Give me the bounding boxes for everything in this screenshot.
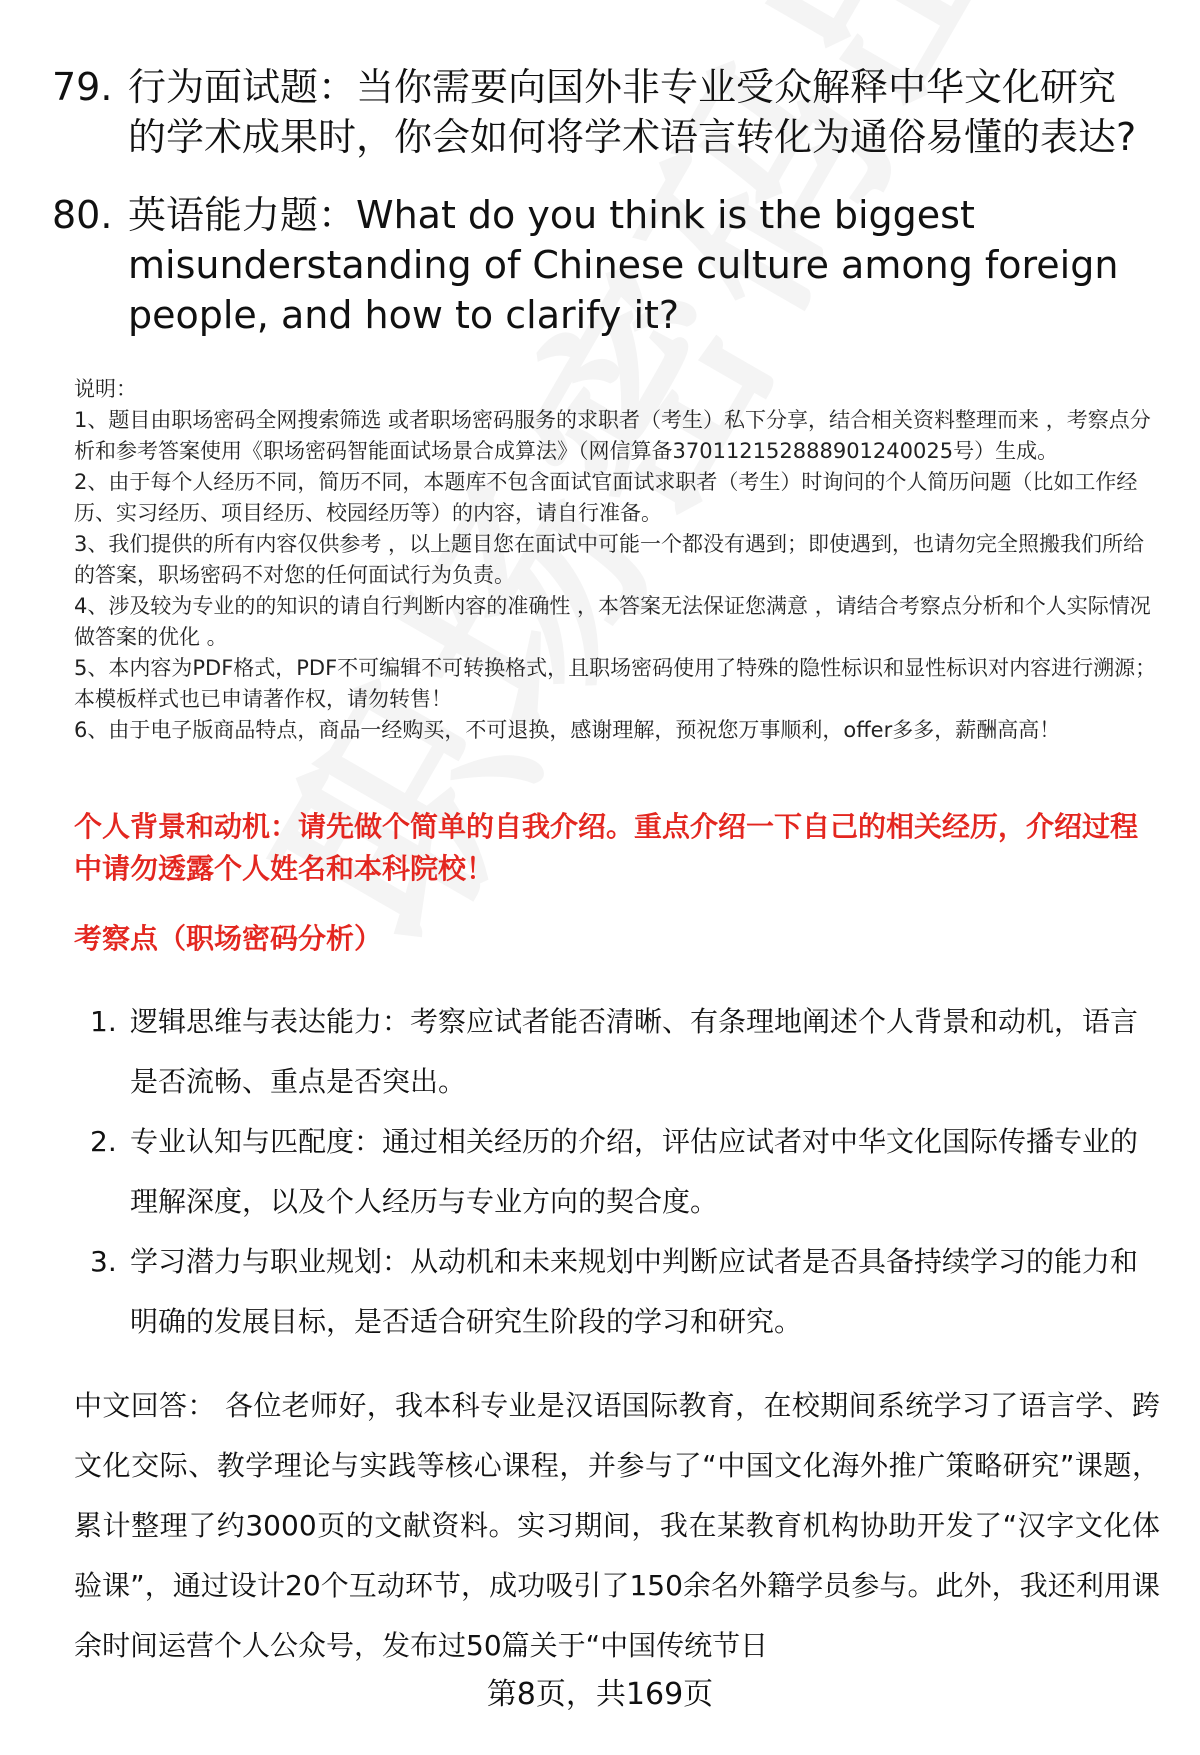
question-number: 79. (52, 65, 113, 109)
note-item: 6、由于电子版商品特点，商品一经购买，不可退换，感谢理解，预祝您万事顺利，offer多多，薪酬高高！ (74, 718, 1061, 742)
question-79 (52, 62, 1152, 162)
note-item: 2、由于每个人经历不同，简历不同，本题库不包含面试官面试求职者（考生）时询问的个人简历问题（比如工作经历、实习经历、项目经历、校园经历等）的内容，请自行准备。 (74, 470, 1138, 525)
note-item: 4、涉及较为专业的的知识的请自行判断内容的准确性 ，本答案无法保证您满意 ，请结合考察点分析和个人实际情况做答案的优化 。 (74, 594, 1151, 649)
chinese-answer: 中文回答： 各位老师好，我本科专业是汉语国际教育，在校期间系统学习了语言学、跨文化交际、教学理论与实践等核心课程，并参与了“中国文化海外推广策略研究”课题，累计整理了约3000页的文献资料。实习期间，我在某教育机构协助开发了“汉字文化体验课”，通过设计20个互动环节，成功吸引了150余名外籍学员参与。此外，我还利用课余时间运营个人公众号，发布过50篇关于“中国传统节日 (74, 1389, 1160, 1662)
point-number: 1. (90, 1005, 117, 1038)
point-text: 学习潜力与职业规划：从动机和未来规划中判断应试者是否具备持续学习的能力和明确的发展目标，是否适合研究生阶段的学习和研究。 (130, 1245, 1139, 1338)
analysis-heading: 考察点（职场密码分析） (74, 922, 383, 955)
question-80 (52, 190, 1152, 340)
note-item: 3、我们提供的所有内容仅供参考 ，以上题目您在面试中可能一个都没有遇到；即使遇到，也请勿完全照搬我们所给的答案，职场密码不对您的任何面试行为负责。 (74, 532, 1145, 587)
analysis-point (74, 992, 1154, 1112)
note-item: 1、题目由职场密码全网搜索筛选 或者职场密码服务的求职者（考生）私下分享，结合相关资料整理而来 ，考察点分析和参考答案使用《职场密码智能面试场景合成算法》（网信算备370112152888901240025号）生成。 (74, 408, 1151, 463)
point-number: 3. (90, 1245, 117, 1278)
analysis-point (74, 1112, 1154, 1232)
analysis-point (74, 1232, 1154, 1352)
question-number: 80. (52, 193, 113, 237)
notes-section (74, 374, 1164, 746)
point-text: 专业认知与匹配度：通过相关经历的介绍，评估应试者对中华文化国际传播专业的理解深度，以及个人经历与专业方向的契合度。 (130, 1125, 1139, 1218)
interview-question-heading: 个人背景和动机：请先做个简单的自我介绍。重点介绍一下自己的相关经历，介绍过程中请勿透露个人姓名和本科院校！ (74, 810, 1139, 885)
notes-title: 说明： (74, 377, 137, 401)
note-item: 5、本内容为PDF格式，PDF不可编辑不可转换格式，且职场密码使用了特殊的隐性标识和显性标识对内容进行溯源；本模板样式也已申请著作权，请勿转售！ (74, 656, 1157, 711)
question-text: 行为面试题：当你需要向国外非专业受众解释中华文化研究的学术成果时，你会如何将学术语言转化为通俗易懂的表达? (128, 65, 1137, 159)
question-text: 英语能力题：What do you think is the biggest misunderstanding of Chinese culture among foreign people, and how to clarify it? (128, 193, 1119, 337)
page-footer: 第8页，共169页 (486, 1677, 714, 1712)
analysis-points-list (74, 992, 1154, 1352)
point-text: 逻辑思维与表达能力：考察应试者能否清晰、有条理地阐述个人背景和动机，语言是否流畅、重点是否突出。 (130, 1005, 1139, 1098)
point-number: 2. (90, 1125, 117, 1158)
